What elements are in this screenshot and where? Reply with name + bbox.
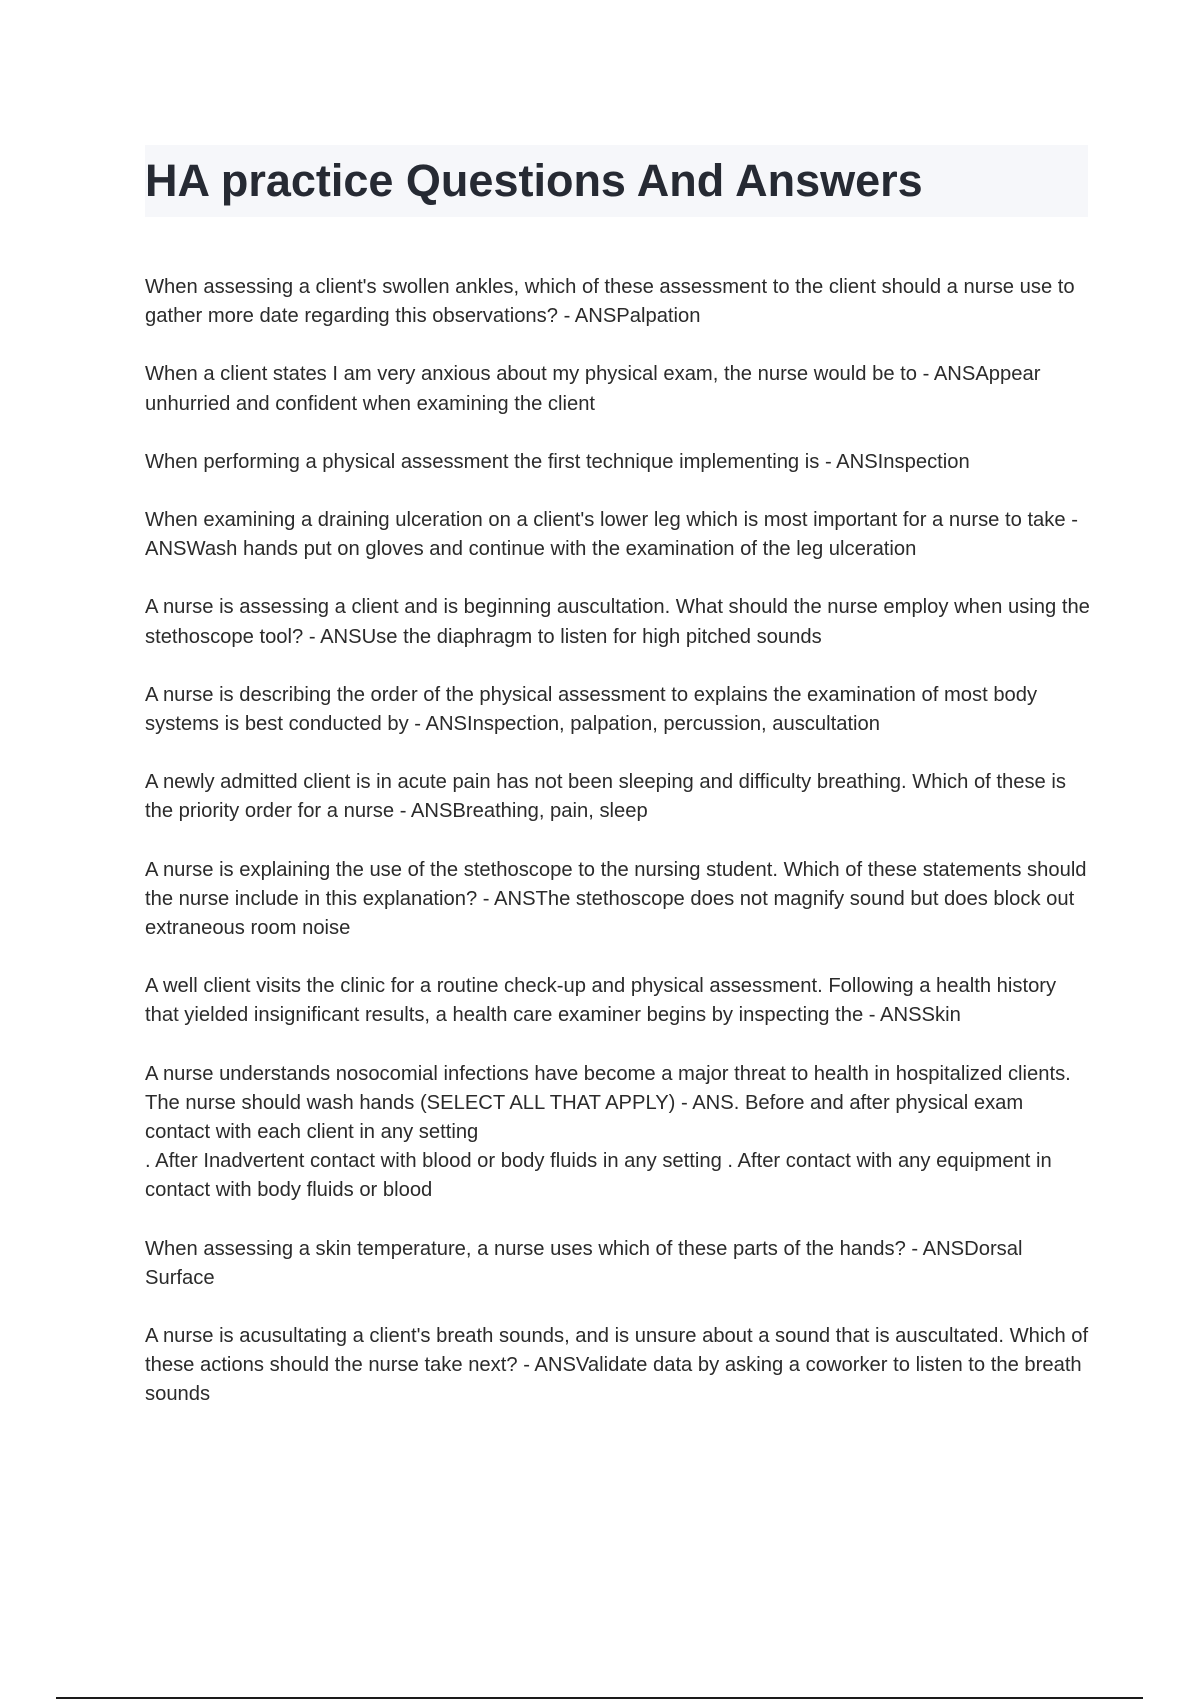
qa-item	[145, 593, 1090, 651]
qa-item	[145, 506, 1090, 564]
qa-text: A nurse understands nosocomial infections have become a major threat to health in hospitalized clients. The nurse should wash hands (SELECT ALL THAT APPLY) - ANS. Before and after physical exam contact with each client in any setting	[145, 1062, 1071, 1144]
qa-item	[145, 972, 1090, 1030]
qa-item	[145, 856, 1090, 944]
qa-text: A newly admitted client is in acute pain has not been sleeping and difficulty breathing. Which of these is the priority order for a nurse - ANSBreathing, pain, sleep	[145, 771, 1066, 823]
qa-text: When performing a physical assessment the first technique implementing is - ANSInspection	[145, 450, 970, 473]
qa-text: When a client states I am very anxious about my physical exam, the nurse would be to - ANSAppear unhurried and confident when examining the client	[145, 363, 1041, 415]
qa-item	[145, 768, 1090, 826]
qa-text: When examining a draining ulceration on a client's lower leg which is most important for a nurse to take - ANSWash hands put on gloves and continue with the examination of the leg ulceration	[145, 509, 1078, 561]
qa-text: When assessing a skin temperature, a nurse uses which of these parts of the hands? - ANSDorsal Surface	[145, 1237, 1023, 1289]
qa-text-continued: . After Inadvertent contact with blood or body fluids in any setting . After contact with any equipment in contact with body fluids or blood	[145, 1150, 1052, 1202]
page-bottom-divider	[56, 1697, 1143, 1699]
qa-item	[145, 360, 1090, 418]
qa-item	[145, 273, 1090, 331]
qa-text: A nurse is assessing a client and is beginning auscultation. What should the nurse employ when using the stethoscope tool? - ANSUse the diaphragm to listen for high pitched sounds	[145, 596, 1090, 648]
qa-text: When assessing a client's swollen ankles, which of these assessment to the client should a nurse use to gather more date regarding this observations? - ANSPalpation	[145, 276, 1075, 328]
qa-text: A nurse is describing the order of the physical assessment to explains the examination of most body systems is best conducted by - ANSInspection, palpation, percussion, auscultation	[145, 683, 1038, 736]
qa-item	[145, 1322, 1090, 1410]
qa-text: A nurse is explaining the use of the stethoscope to the nursing student. Which of these statements should the nurse include in this explanation? - ANSThe stethoscope does not magnify sound but does block out extraneous room noise	[145, 858, 1087, 940]
document-title: HA practice Questions And Answers	[145, 155, 923, 206]
qa-list	[145, 273, 1090, 1439]
qa-text: A well client visits the clinic for a routine check-up and physical assessment. Following a health history that yielded insignificant results, a health care examiner begins by inspecting the - ANSSkin	[145, 975, 1057, 1027]
qa-text: A nurse is acusultating a client's breath sounds, and is unsure about a sound that is auscultated. Which of these actions should the nurse take next? - ANSValidate data by asking a coworker to listen to the breath sounds	[145, 1325, 1089, 1406]
qa-item	[145, 1060, 1090, 1206]
qa-item	[145, 448, 1090, 477]
qa-item	[145, 681, 1090, 739]
qa-item	[145, 1235, 1090, 1293]
